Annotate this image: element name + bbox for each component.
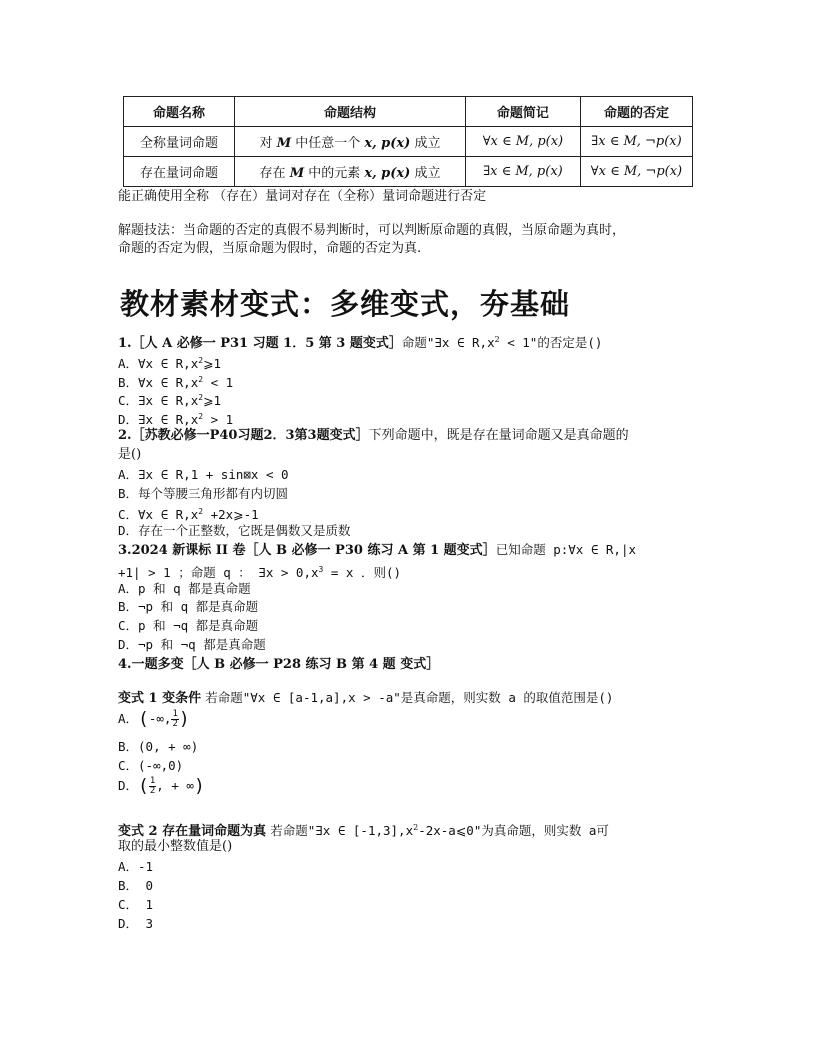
superscript: 2 [198,393,204,402]
variant-label: 变式 2 存在量词命题为真 [118,824,267,839]
option-text: < 1 [203,375,234,390]
option-a: A．(-∞, $\frac{1}{2}$ ) [118,708,190,730]
option-b: B．¬p 和 q 都是真命题 [118,599,259,614]
question-head: 2.［苏教必修一P40习题2．3第3题变式］ [118,428,369,443]
option-text: C．∃x ∈ R,x [118,393,199,408]
option-text: +2x⩾-1 [203,507,259,522]
superscript: 2 [198,412,204,421]
variant-1 [118,689,613,708]
option-a: A．-1 [118,859,154,874]
option-text: ⩾1 [203,393,222,408]
table-cell-structure [235,157,466,187]
note-line: 能正确使用全称 （存在）量词对存在（全称）量词命题进行否定 [118,189,487,204]
fraction-numerator: 1 [172,709,178,719]
table-cell-negation: ∃x ∈ M, ¬p(x) [580,127,692,157]
quantifier-table [123,96,693,187]
fraction [171,710,178,729]
structure-set: M [289,166,305,181]
option-d: D．¬p 和 ¬q 都是真命题 [118,637,266,652]
table-cell-name: 全称量词命题 [124,127,235,157]
question-head: 3.2024 新课标 II 卷［人 B 必修一 P30 练习 A 第 1 题变式］ [118,543,496,558]
table-header-cell: 命题名称 [124,97,235,127]
question-3 [118,541,636,560]
superscript: 2 [413,823,419,832]
option-c: C．(-∞,0) [118,758,184,773]
structure-math: x, p(x) [364,136,411,151]
option-text: C．∀x ∈ R,x [118,507,199,522]
option-text: A．∀x ∈ R,x [118,356,199,371]
option-text: -∞, [148,711,172,726]
question-stem: 下列命题中，既是存在量词命题又是真命题的 [368,428,629,443]
option-text: , + ∞ [156,778,194,793]
structure-text: 存在 [259,166,286,181]
table-cell-name: 存在量词命题 [124,157,235,187]
question-3-line-2 [118,561,401,582]
question-4-head: 4.一题多变［人 B 必修一 P28 练习 B 第 4 题 变式］ [118,657,440,672]
table-header-row [124,97,693,127]
structure-text: 成立 [414,136,441,151]
superscript: 3 [318,565,324,574]
option-a: A．∃x ∈ R,1 + sin⊠x < 0 [118,467,289,482]
option-b: B．每个等腰三角形都有内切圆 [118,486,289,501]
superscript: 2 [198,356,204,365]
question-2-line-2: 是() [118,447,142,462]
option-text: > 1 [203,412,234,427]
structure-set: M [276,136,292,151]
structure-text: 中任意一个 [295,136,361,151]
structure-text: 对 [259,136,273,151]
variant-2-line-2: 取的最小整数值是() [118,839,233,854]
question-stem: = x ．则() [323,565,402,580]
question-stem: < 1"的否定是() [499,335,603,350]
fraction-denominator: 2 [172,719,178,729]
option-text: D．∃x ∈ R,x [118,412,199,427]
technique-line-2: 命题的否定为假，当原命题为假时，命题的否定为真. [118,241,422,256]
table-header-cell: 命题的否定 [580,97,692,127]
question-head: 1.［人 A 必修一 P31 习题 1．5 第 3 题变式］ [118,336,402,351]
option-text: B．∀x ∈ R,x [118,375,199,390]
option-d: D． 3 [118,916,154,931]
superscript: 2 [494,335,500,344]
question-stem: +1| > 1 ；命题 q ： ∃x > 0,x [118,565,319,580]
option-c: C．p 和 ¬q 都是真命题 [118,618,259,633]
table-cell-short: ∀x ∈ M, p(x) [465,127,580,157]
option-c [118,503,259,524]
option-text: D． [118,778,139,793]
variant-label: 变式 1 变条件 [118,691,202,706]
question-stem: 已知命题 p:∀x ∈ R,|x [495,542,636,557]
structure-text: 中的元素 [308,166,361,181]
option-text: A． [118,711,139,726]
table-row [124,127,693,157]
variant-stem: -2x-a⩽0"为真命题，则实数 a可 [418,823,609,838]
question-1 [118,331,602,353]
option-b: B． 0 [118,878,154,893]
option-a [118,352,221,373]
option-c [118,389,221,410]
structure-math: x, p(x) [364,166,411,181]
fraction-numerator: 1 [149,776,156,786]
table-header-cell: 命题简记 [465,97,580,127]
table-cell-short: ∃x ∈ M, p(x) [465,157,580,187]
table-cell-negation: ∀x ∈ M, ¬p(x) [580,157,692,187]
option-d [118,408,233,429]
option-a: A．p 和 q 都是真命题 [118,581,251,596]
table-row [124,157,693,187]
option-d: D．( $\frac{1}{2}$ , + ∞) [118,775,205,797]
fraction-denominator: 2 [149,786,156,796]
superscript: 2 [198,375,204,384]
option-text: ⩾1 [203,356,222,371]
structure-text: 成立 [414,166,441,181]
technique-line-1: 解题技法：当命题的否定的真假不易判断时，可以判断原命题的真假，当原命题为真时， [118,223,626,238]
section-title: 教材素材变式：多维变式，夯基础 [120,287,571,321]
option-b: B．(0, + ∞) [118,739,199,754]
table-cell-structure [235,127,466,157]
option-c: C． 1 [118,897,154,912]
variant-stem: 若命题"∀x ∈ [a-1,a],x > -a"是真命题，则实数 a 的取值范围是() [205,690,614,705]
superscript: 2 [198,507,204,516]
question-stem: 命题"∃x ∈ R,x [401,335,495,350]
option-d: D．存在一个正整数，它既是偶数又是质数 [118,523,351,538]
question-2 [118,427,629,445]
variant-stem: 若命题"∃x ∈ [-1,3],x [270,823,414,838]
table-header-cell: 命题结构 [235,97,466,127]
